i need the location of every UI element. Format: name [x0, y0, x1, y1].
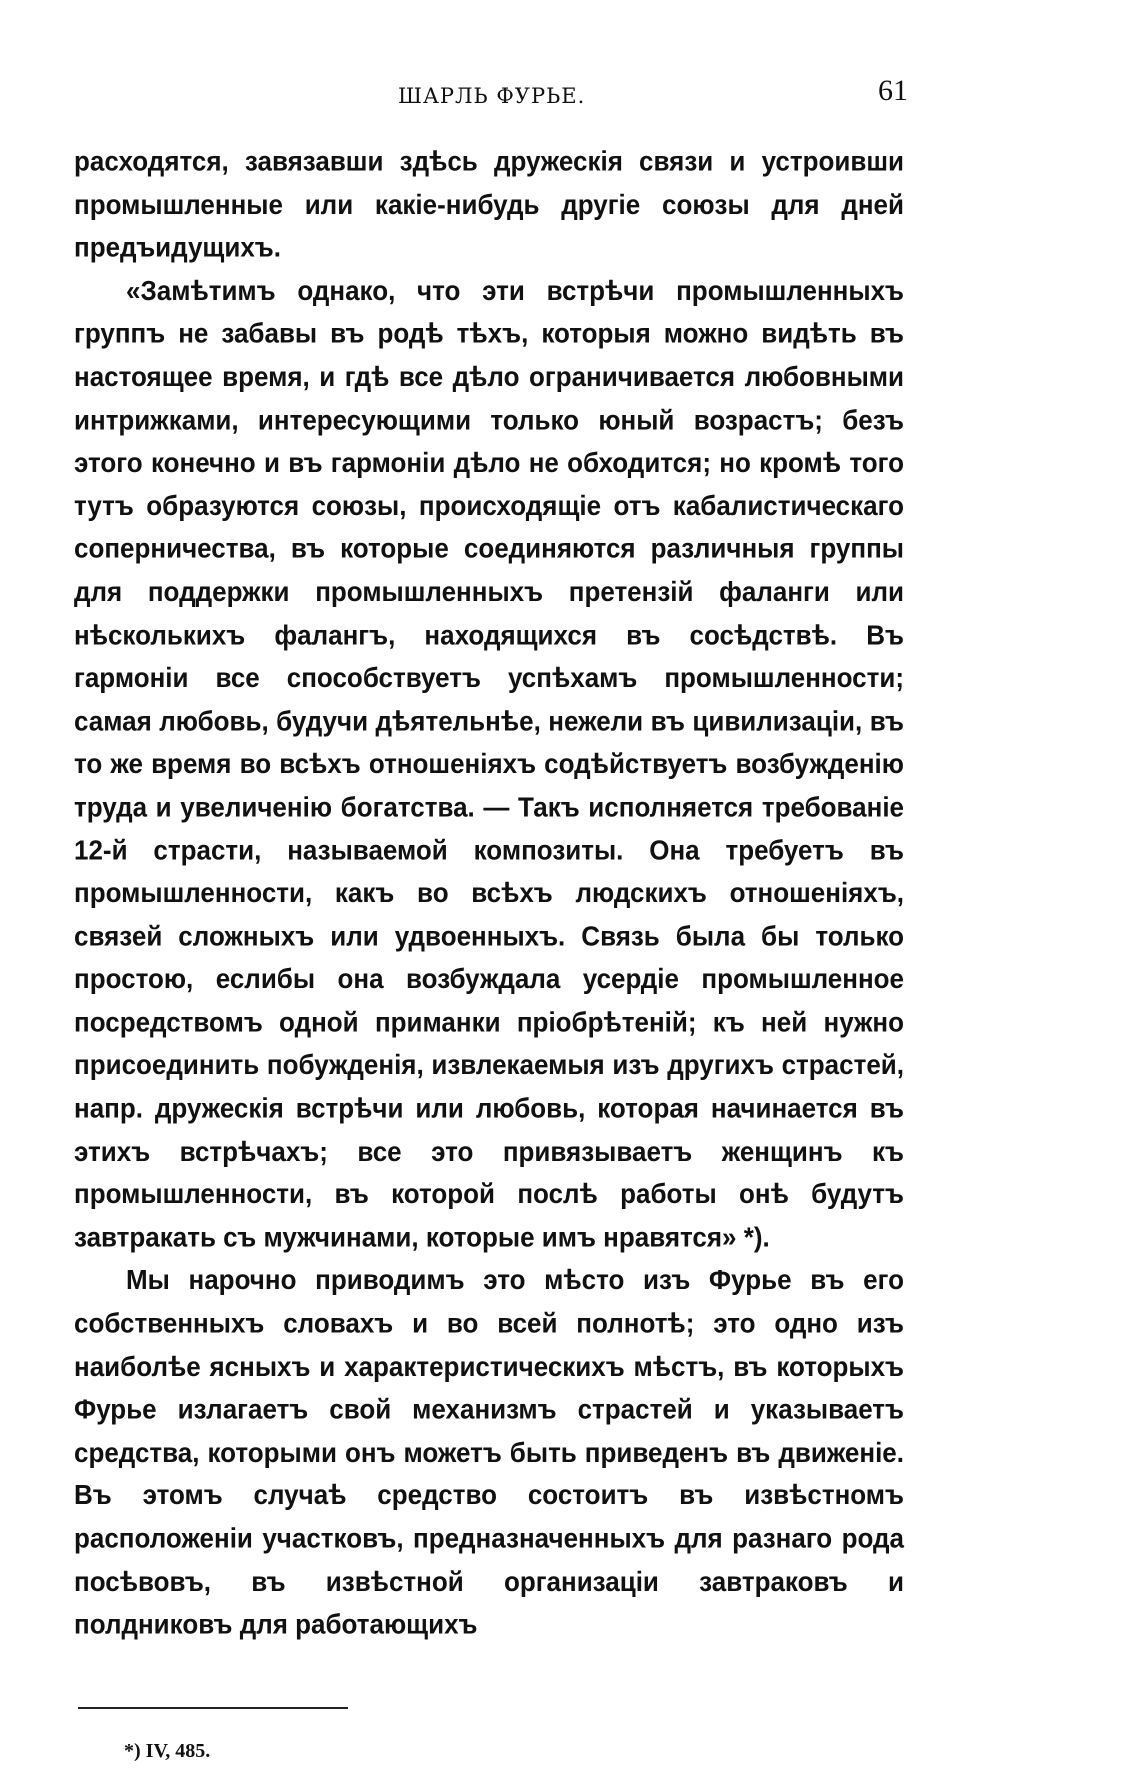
paragraph-quotation: «Замѣтимъ однако, что эти встрѣчи промышленныхъ группъ не забавы въ родѣ тѣхъ, которыя можно видѣть въ настоящее время, и гдѣ все дѣло ограничивается любовными интрижками, интересующими только юный возрастъ; безъ этого конечно и въ гармоніи дѣло не обходится; но кромѣ того тутъ образуются союзы, происходящіе отъ кабалистическаго соперничества, въ которые соединяются различныя группы для поддержки промышленныхъ претензій фаланги или нѣсколькихъ фалангъ, находящихся въ сосѣдствѣ. Въ гармоніи все способствуетъ успѣхамъ промышленности; самая любовь, будучи дѣятельнѣе, нежели въ цивилизаціи, въ то же время во всѣхъ отношеніяхъ содѣйствуетъ возбужденію труда и увеличенію богатства. — Такъ исполняется требованіе 12-й страсти, называемой композиты. Она требуетъ въ промышленности, какъ во всѣхъ людскихъ отношеніяхъ, связей сложныхъ или удвоенныхъ. Связь была бы только простою, еслибы она возбуждала усердіе промышленное посредствомъ одной приманки пріобрѣтеній; къ ней нужно присоединить побужденія, извлекаемыя изъ другихъ страстей, напр. дружескія встрѣчи или любовь, которая начинается въ этихъ встрѣчахъ; все это привязываетъ женщинъ къ промышленности, въ которой послѣ работы онѣ будутъ завтракать съ мужчинами, которые имъ нравятся» *). — [74, 274, 904, 1253]
paragraph-commentary: Мы нарочно приводимъ это мѣсто изъ Фурье въ его собственныхъ словахъ и во всей полнотѣ; это одно изъ наиболѣе ясныхъ и характеристическихъ мѣстъ, въ которыхъ Фурье излагаетъ свой механизмъ страстей и указываетъ средства, которыми онъ можетъ быть приведенъ въ движеніе. Въ этомъ случаѣ средство состоитъ въ извѣстномъ расположеніи участковъ, предназначенныхъ для разнаго рода посѣвовъ, въ извѣстной организаціи завтраковъ и полдниковъ для работающихъ — [74, 1264, 904, 1641]
running-head — [68, 74, 908, 118]
page-number: 61 — [878, 74, 908, 107]
footnote: *) IV, 485. — [124, 1740, 211, 1762]
running-title: ШАРЛЬ ФУРЬЕ. — [398, 84, 586, 108]
body-text — [74, 140, 904, 1646]
footnote-divider — [78, 1707, 348, 1709]
paragraph-continuation: расходятся, завязавши здѣсь дружескія связи и устроивши промышленные или какіе-нибудь другіе союзы для дней предъидущихъ. — [74, 145, 904, 264]
